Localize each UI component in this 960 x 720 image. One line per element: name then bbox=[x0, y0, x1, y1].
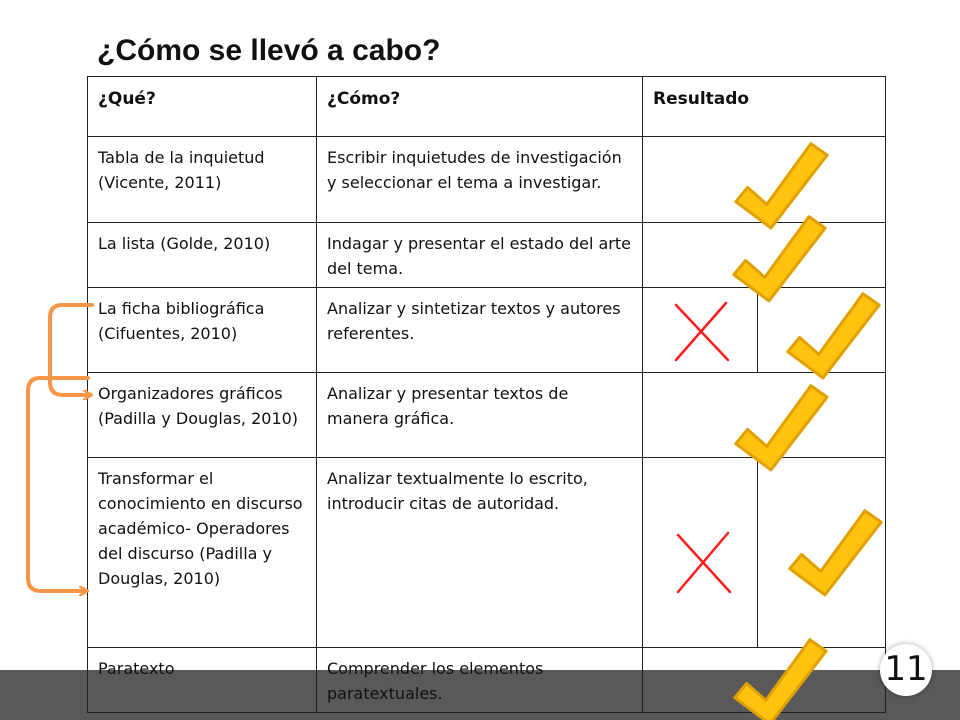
cell-que: Organizadores gráficos (Padilla y Douglas, 2010) bbox=[88, 373, 317, 458]
cell-que: Tabla de la inquietud (Vicente, 2011) bbox=[88, 137, 317, 223]
arrow-icon bbox=[28, 378, 88, 591]
cell-que: La ficha bibliográfica (Cifuentes, 2010) bbox=[88, 288, 317, 373]
check-icon bbox=[780, 291, 890, 383]
cross-icon bbox=[676, 303, 728, 360]
page-number: 11 bbox=[880, 644, 932, 696]
cell-que: La lista (Golde, 2010) bbox=[88, 223, 317, 288]
check-icon bbox=[728, 383, 838, 475]
header-como: ¿Cómo? bbox=[317, 77, 643, 137]
check-icon bbox=[782, 508, 892, 600]
cell-que: Paratexto bbox=[88, 648, 317, 713]
cell-que: Transformar el conocimiento en discurso académico- Operadores del discurso (Padilla y Douglas, 2010) bbox=[88, 458, 317, 648]
check-icon bbox=[726, 214, 836, 306]
check-icon bbox=[727, 637, 837, 720]
cell-como: Indagar y presentar el estado del arte del tema. bbox=[317, 223, 643, 288]
header-que: ¿Qué? bbox=[88, 77, 317, 137]
cell-como: Analizar textualmente lo escrito, introducir citas de autoridad. bbox=[317, 458, 643, 648]
check-icon bbox=[728, 141, 838, 233]
cross-icon bbox=[678, 533, 730, 592]
slide-title: ¿Cómo se llevó a cabo? bbox=[97, 34, 441, 67]
header-resultado: Resultado bbox=[643, 77, 886, 137]
cell-como: Analizar y sintetizar textos y autores referentes. bbox=[317, 288, 643, 373]
cell-como: Comprender los elementos paratextuales. bbox=[317, 648, 643, 713]
arrow-icon bbox=[50, 305, 92, 395]
cell-como: Analizar y presentar textos de manera gráfica. bbox=[317, 373, 643, 458]
cell-como: Escribir inquietudes de investigación y seleccionar el tema a investigar. bbox=[317, 137, 643, 223]
